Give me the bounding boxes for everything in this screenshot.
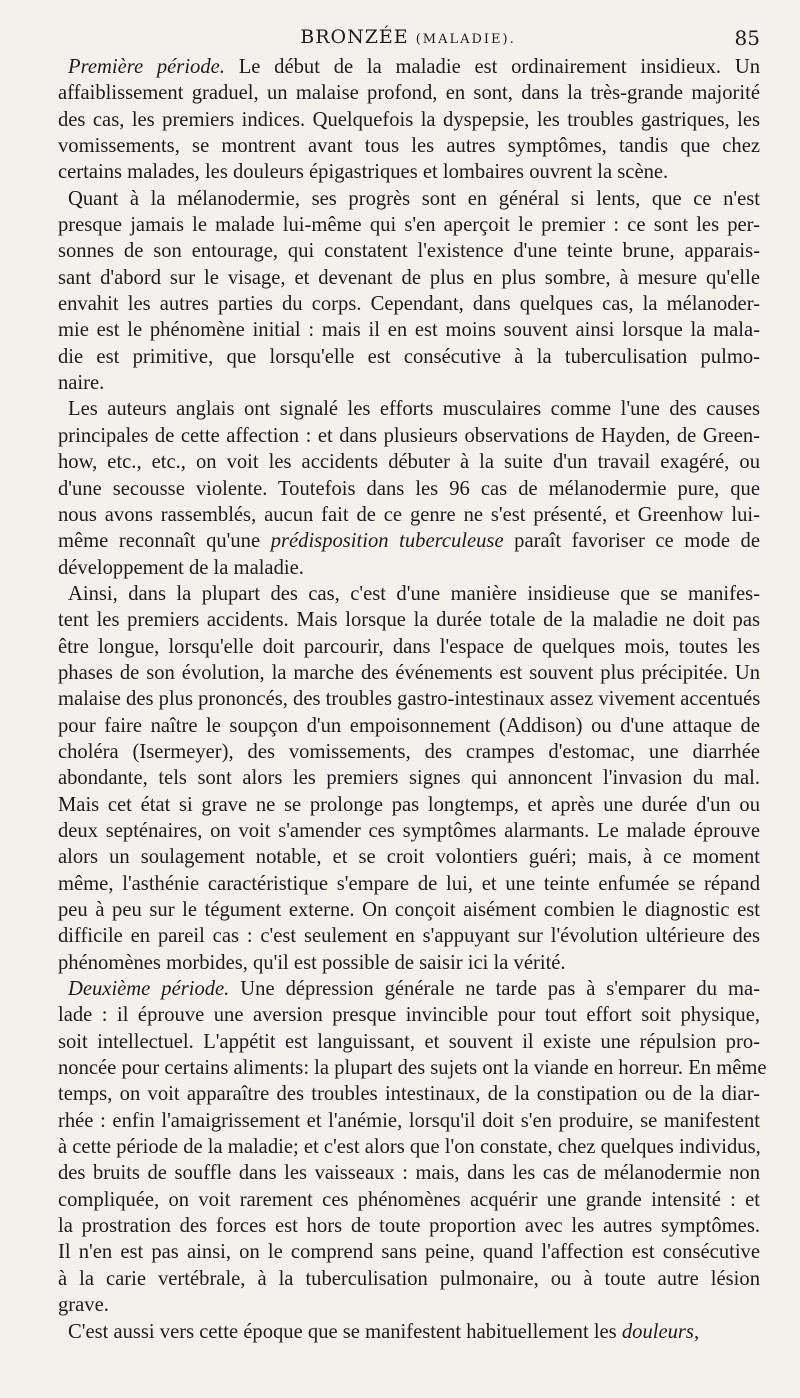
running-head-title: BRONZÉE (300, 26, 409, 48)
paragraph (56, 1319, 760, 1345)
text-line: tent les premiers accidents. Mais lorsque la durée totale de la maladie ne doit pas (58, 609, 760, 632)
italic-phrase: Deuxième période. (68, 978, 230, 1001)
text-line: Mais cet état si grave ne se prolonge pas longtemps, et après une durée d'un ou (58, 793, 760, 816)
paragraph (56, 54, 760, 186)
text-line: deux septénaires, on voit s'amender ces symptômes alarmants. Le malade éprouve (58, 819, 760, 842)
text-body (56, 54, 767, 1345)
text-line: alors un soulagement notable, et se croit volontiers guéri; mais, à ce moment (58, 846, 760, 869)
italic-phrase: Première période. (68, 56, 225, 78)
text-line: die est primitive, que lorsqu'elle est consécutive à la tuberculisation pulmo- (58, 345, 760, 368)
paragraph (56, 581, 760, 976)
text-line: soit intellectuel. L'appétit est languissant, et souvent il existe une répulsion pro- (58, 1030, 760, 1053)
text-line: sonnes de son entourage, qui constatent l'existence d'une teinte brune, apparais- (58, 240, 760, 263)
text-line: à cette période de la maladie; et c'est alors que l'on constate, chez quelques individus, (58, 1136, 761, 1159)
text-line: des cas, les premiers indices. Quelquefois la dyspepsie, les troubles gastriques, les (58, 108, 760, 131)
text-line: certains malades, les douleurs épigastriques et lombaires ouvrent la scène. (58, 161, 669, 184)
text-line: lade : il éprouve une aversion presque invincible pour tout effort soit physique, (58, 1004, 760, 1027)
paragraph (56, 396, 760, 580)
text-segment: paraît favoriser ce mode de (503, 530, 760, 553)
text-segment: C'est aussi vers cette époque que se manifestent habituellement les (68, 1320, 622, 1343)
text-segment: , (693, 1320, 700, 1343)
text-line (56, 528, 760, 554)
text-line (56, 1319, 760, 1345)
text-line: développement de la maladie. (58, 556, 304, 579)
italic-phrase: prédisposition tuberculeuse (270, 530, 504, 553)
text-line: phénomènes morbides, qu'il est possible de saisir ici la vérité. (58, 951, 566, 974)
text-line: sant d'abord sur le visage, et devenant de plus en plus sombre, à mesure qu'elle (58, 266, 760, 289)
text-line: même, l'asthénie caractéristique s'empare de lui, et une teinte enfumée se répand (58, 872, 760, 895)
page-header (56, 18, 760, 54)
text-line: à la carie vertébrale, à la tuberculisation pulmonaire, ou à toute autre lésion (58, 1267, 760, 1290)
text-line: être longue, lorsqu'elle doit parcourir, dans l'espace de quelques mois, toutes les (58, 635, 760, 658)
text-line: noncée pour certains aliments: la plupart des sujets ont la viande en horreur. En même (58, 1057, 767, 1080)
text-line: envahit les autres parties du corps. Cependant, dans quelques cas, la mélanoder- (58, 293, 760, 316)
text-line: temps, on voit apparaître des troubles intestinaux, de la constipation ou de la diar- (58, 1083, 760, 1106)
text-line: vomissements, se montrent avant tous les autres symptômes, tandis que chez (58, 135, 760, 158)
text-line: pour faire naître le soupçon d'un empoisonnement (Addison) ou d'une attaque de (58, 714, 760, 737)
text-line: affaiblissement graduel, un malaise profond, en sont, dans la très-grande majorité (58, 82, 760, 105)
paragraph (56, 976, 767, 1318)
text-line: phases de son évolution, la marche des événements est souvent plus précipitée. Un (58, 661, 760, 684)
text-line: Quant à la mélanodermie, ses progrès sont en général si lents, que ce n'est (68, 187, 760, 210)
text-line: peu à peu sur le tégument externe. On conçoit aisément combien le diagnostic est (58, 899, 760, 921)
text-line: compliquée, on voit rarement ces phénomènes acquérir une grande intensité : et (58, 1188, 760, 1211)
text-line (56, 976, 760, 1002)
text-line: choléra (Isermeyer), des vomissements, des crampes d'estomac, une diarrhée (58, 740, 760, 763)
text-line (56, 54, 760, 80)
text-line: malaise des plus prononcés, des troubles gastro-intestinaux assez vivement accentués (58, 688, 761, 711)
text-line: Les auteurs anglais ont signalé les efforts musculaires comme l'une des causes (68, 398, 760, 421)
text-line: how, etc., etc., on voit les accidents débuter à la suite d'un travail exagéré, ou (58, 451, 760, 474)
text-line: mie est le phénomène initial : mais il en est moins souvent ainsi lorsque la mala- (58, 319, 760, 342)
text-line: abondante, tels sont alors les premiers signes qui annoncent l'invasion du mal. (58, 767, 760, 790)
text-line: d'une secousse violente. Toutefois dans les 96 cas de mélanodermie pure, que (58, 477, 760, 500)
running-head (56, 26, 760, 48)
text-line: la prostration des forces est hors de toute proportion avec les autres symptômes. (58, 1215, 760, 1238)
text-line: presque jamais le malade lui-même qui s'en aperçoit le premier : ce sont les per- (58, 214, 760, 237)
text-line: des bruits de souffle dans les vaisseaux : mais, dans les cas de mélanodermie non (58, 1162, 760, 1185)
text-line: difficile en pareil cas : c'est seulement en s'appuyant sur l'évolution ultérieure des (58, 925, 760, 948)
text-line: Ainsi, dans la plupart des cas, c'est d'une manière insidieuse que se manifes- (68, 582, 760, 605)
text-line: grave. (58, 1294, 109, 1317)
paragraph (56, 186, 760, 397)
page-number: 85 (734, 26, 760, 50)
text-segment: Une dépression générale ne tarde pas à s'emparer du ma- (229, 978, 760, 1001)
italic-phrase: douleurs (621, 1320, 694, 1343)
text-line: Il n'en est pas ainsi, on le comprend sans peine, quand l'affection est consécutive (58, 1241, 760, 1264)
text-line: naire. (58, 372, 105, 395)
running-head-subtitle: (MALADIE). (415, 32, 516, 47)
text-line: principales de cette affection : et dans plusieurs observations de Hayden, de Green- (58, 424, 760, 447)
text-line: rhée : enfin l'amaigrissement et l'anémie, lorsqu'il doit s'en produire, se manifestent (58, 1109, 760, 1132)
text-segment: même reconnaît qu'une (58, 530, 271, 553)
text-segment: Le début de la maladie est ordinairement insidieux. Un (224, 56, 760, 78)
text-line: nous avons rassemblés, aucun fait de ce genre ne s'est présenté, et Greenhow lui- (58, 503, 760, 526)
